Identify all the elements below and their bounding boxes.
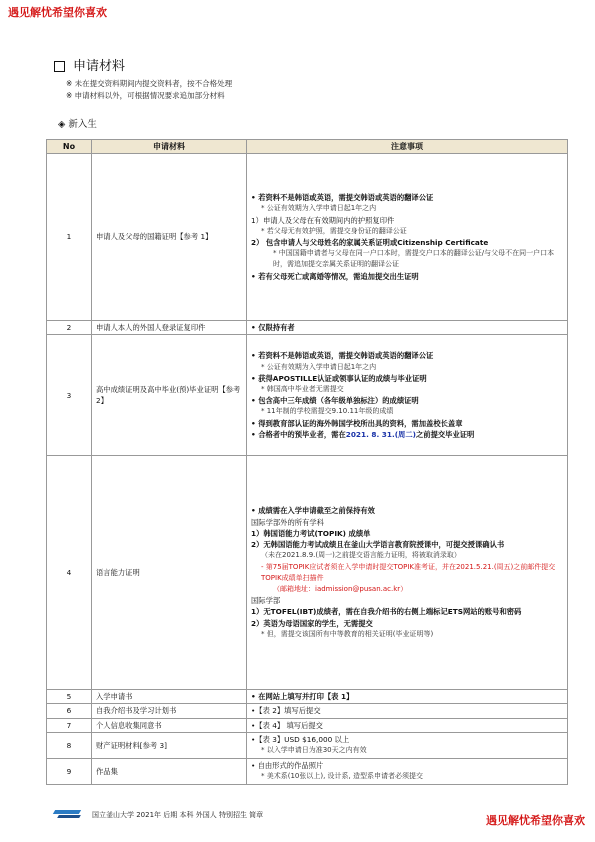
note-line: * 以入学申请日为准30天之内有效: [261, 746, 367, 755]
table-row: [47, 704, 568, 718]
row-item: 语言能力证明: [92, 456, 247, 690]
note-line: • 仅限持有者: [251, 323, 295, 332]
section-title: [54, 55, 125, 74]
note-line: • 获得APOSTILLE认证或领事认证的成绩与毕业证明: [251, 373, 427, 383]
note-line: • 若资料不是韩语或英语，需提交韩语或英语的翻译公证: [251, 351, 434, 361]
row-item: 申请人本人的外国人登录证复印件: [92, 321, 247, 335]
watermark-bottom: 遇见解忧希望你喜欢: [486, 814, 585, 827]
note-line: 1）韩国语能力考试(TOPIK) 成绩单: [251, 528, 371, 538]
row-item: 高中成绩证明及高中毕业(预)毕业证明【参考 2】: [92, 335, 247, 456]
note-line: [251, 429, 563, 440]
note-line: • 若资料不是韩语或英语，需提交韩语或英语的翻译公证: [251, 193, 434, 203]
table-row: [47, 690, 568, 704]
row-notes: [247, 690, 568, 704]
note-line: • 成绩需在入学申请截至之前保持有效: [251, 506, 375, 516]
email-link[interactable]: iadmission@pusan.ac.kr: [315, 584, 401, 593]
header-item: 申请材料: [92, 140, 247, 154]
table-header-row: [47, 140, 568, 154]
row-notes: [247, 154, 568, 321]
row-notes: [247, 732, 568, 758]
note-line: 2）无韩国语能力考试成绩且在釜山大学语言教育院授课中，可提交授课确认书: [251, 540, 505, 550]
row-item: 作品集: [92, 758, 247, 784]
note-line: 国际学部: [251, 596, 281, 606]
row-notes: [247, 718, 568, 732]
row-notes: [247, 321, 568, 335]
table-row: [47, 718, 568, 732]
row-item: 财产证明材料[参考 3]: [92, 732, 247, 758]
materials-table: [46, 139, 568, 785]
note-line: * 公证有效期为入学申请日起1年之内: [261, 362, 377, 371]
note-line: 国际学部外的所有学科: [251, 517, 324, 527]
table-row: [47, 154, 568, 321]
note-line: * 美术系(10张以上), 设计系, 造型系申请者必须提交: [261, 772, 423, 781]
note-line: * 韩国高中毕业者无需提交: [261, 385, 344, 393]
note-2: ※ 申请材料以外，可根据情况要求追加部分材料: [66, 91, 225, 100]
row-no: 4: [47, 456, 92, 690]
note-line: （未在2021.8.9.(周一)之前提交语言能力证明，将被取消录取）: [261, 551, 461, 560]
row-item: 入学申请书: [92, 690, 247, 704]
row-no: 1: [47, 154, 92, 321]
header-notes: 注意事项: [247, 140, 568, 154]
note-part: 之前提交毕业证明: [415, 429, 475, 439]
note-line: * 若父母无有效护照，需提交身份证的翻译公证: [261, 226, 407, 235]
row-no: 8: [47, 732, 92, 758]
checkbox-square-icon: [54, 61, 65, 72]
note-line: * 11年制的学校需提交9.10.11年级的成绩: [261, 407, 394, 416]
note-line: * 公证有效期为入学申请日起1年之内: [261, 204, 377, 213]
row-no: 9: [47, 758, 92, 784]
note-part: ）: [400, 584, 408, 593]
row-no: 3: [47, 335, 92, 456]
note-line: * 但，需提交该国所有中等教育的相关证明(毕业证明等): [261, 629, 434, 638]
row-notes: [247, 704, 568, 718]
note-part: • 合格者中的预毕业者，需在: [251, 429, 346, 439]
note-line: [251, 584, 563, 595]
table-row: [47, 456, 568, 690]
note-line: 2）英语为母语国家的学生，无需提交: [251, 618, 373, 628]
row-no: 2: [47, 321, 92, 335]
sub-title: ◈ 新入生: [58, 119, 97, 130]
note-part: （邮箱地址：: [273, 584, 315, 593]
note-line: •【表 4】 填写后提交: [251, 720, 323, 730]
notes: [66, 78, 232, 102]
note-line: • 自由形式的作品照片: [251, 761, 324, 771]
note-line: •【表 2】填写后提交: [251, 706, 321, 716]
note-line: • 得到教育部认证的海外韩国学校所出具的资料，需加盖校长盖章: [251, 418, 463, 428]
row-item: 申请人及父母的国籍证明【参考 1】: [92, 154, 247, 321]
note-line: • 若有父母死亡或离婚等情况，需追加提交出生证明: [251, 271, 419, 281]
note-line: • 包含高中三年成绩（各年级单独标注）的成绩证明: [251, 396, 419, 406]
row-notes: [247, 335, 568, 456]
note-line: * 中国国籍申请者与父母在同一户口本时，需提交户口本的翻译公证/与父母不在同一户口本时，需追加提交亲属关系证明的翻译公证: [273, 249, 555, 269]
row-no: 5: [47, 690, 92, 704]
note-line: 1）无TOFEL(IBT)成绩者，需在自我介绍书的右侧上端标记ETS网站的账号和密码: [251, 607, 522, 617]
header-no: No: [47, 140, 92, 154]
university-wave-logo-icon: [54, 808, 84, 822]
table-row: [47, 758, 568, 784]
note-line: 1）申请人及父母在有效期间内的护照复印件: [251, 215, 395, 225]
row-item: 个人信息收集同意书: [92, 718, 247, 732]
row-no: 7: [47, 718, 92, 732]
note-line: - 第75届TOPIK应试者须在入学申请时提交TOPIK准考证，并在2021.5.21.(周五)之前邮件提交TOPIK成绩单扫描件: [261, 562, 556, 582]
deadline-date: 2021. 8. 31.(周二): [345, 429, 416, 439]
note-line: 2） 包含申请人与父母姓名的家属关系证明或Citizenship Certificate: [251, 238, 489, 247]
watermark-top: 遇见解忧希望你喜欢: [8, 6, 107, 19]
table-row: [47, 335, 568, 456]
row-notes: [247, 456, 568, 690]
note-1: ※ 未在提交资料期间内提交资料者，按不合格处理: [66, 79, 233, 88]
table-row: [47, 732, 568, 758]
section-title-text: 申请材料: [73, 59, 126, 74]
note-line: • 在网站上填写并打印【表 1】: [251, 692, 354, 702]
note-line: •【表 3】USD $16,000 以上: [251, 735, 350, 745]
footer: [54, 808, 263, 822]
table-row: [47, 321, 568, 335]
row-no: 6: [47, 704, 92, 718]
row-item: 自我介绍书及学习计划书: [92, 704, 247, 718]
row-notes: [247, 758, 568, 784]
footer-text: 国立釜山大学 2021年 后期 本科 外国人 特别招生 简章: [92, 811, 264, 819]
